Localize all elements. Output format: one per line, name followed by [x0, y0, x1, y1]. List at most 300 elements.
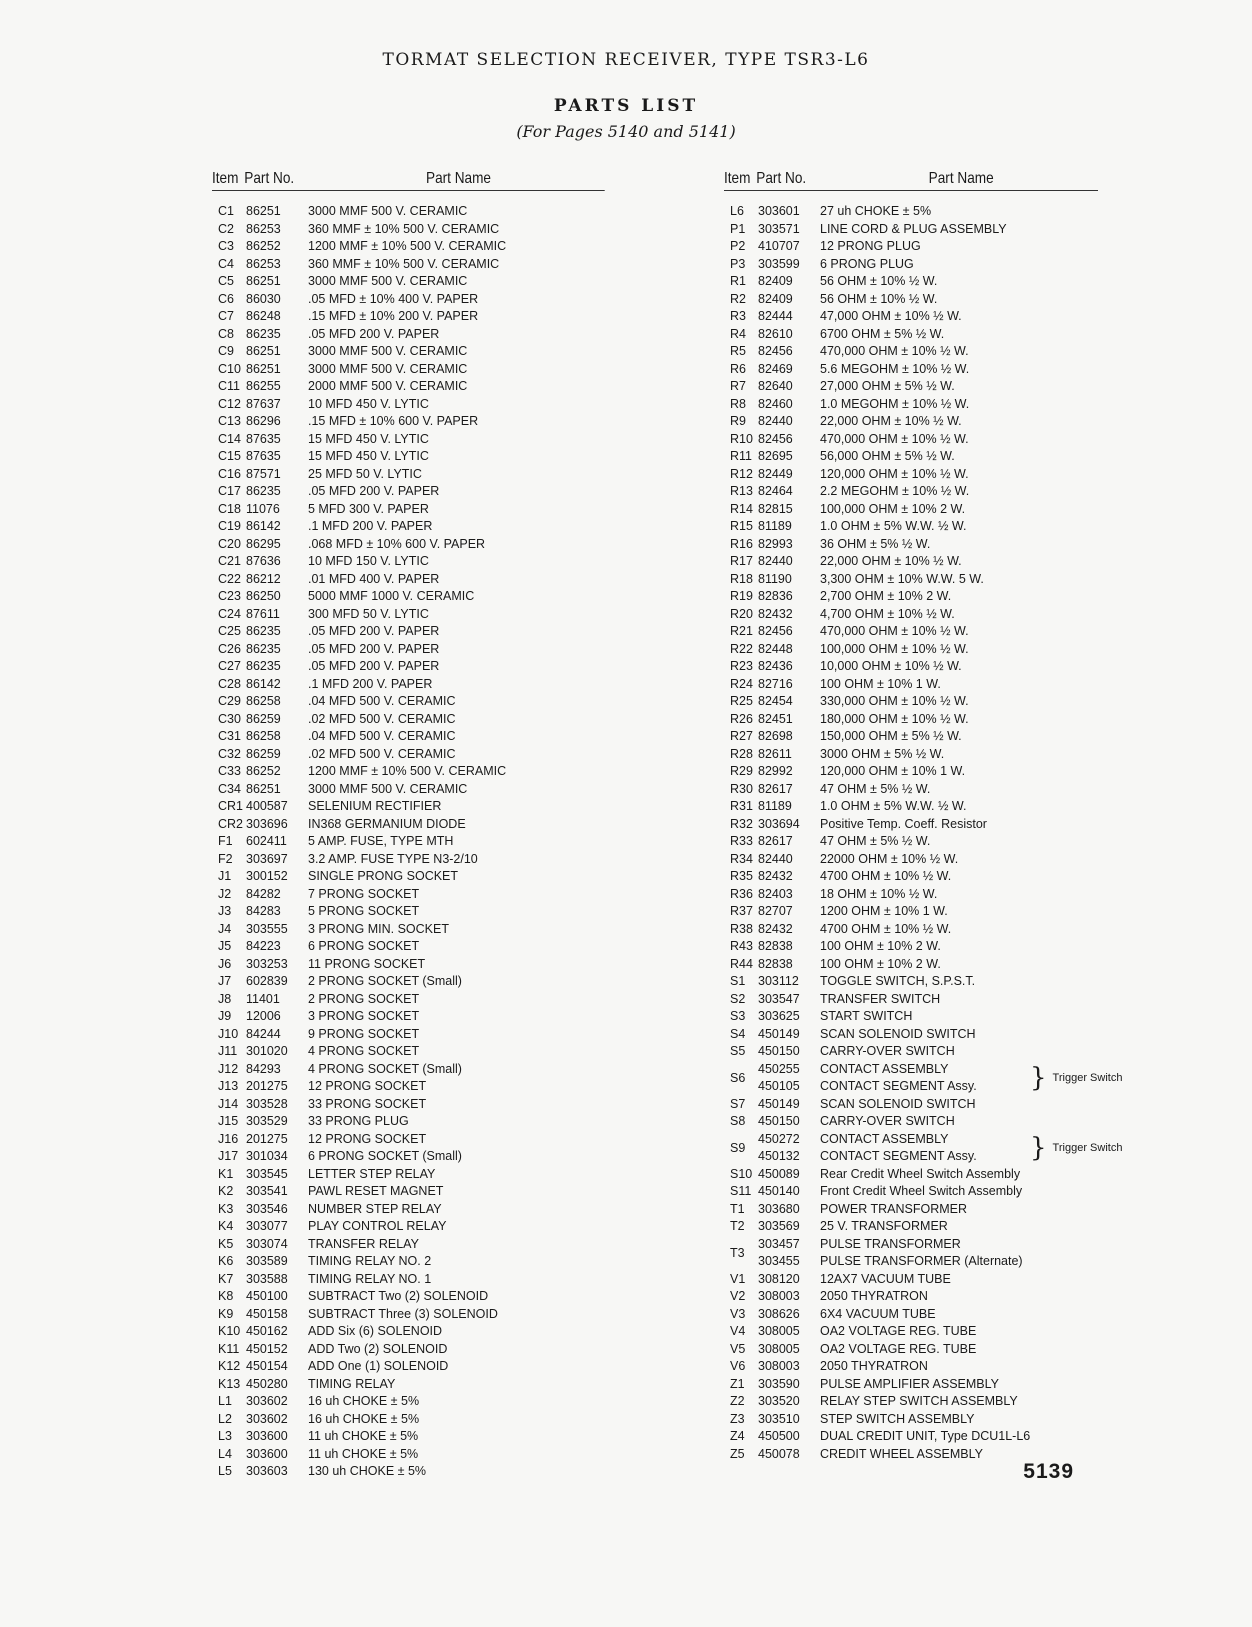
parts-row	[212, 903, 606, 921]
part-name: 1200 OHM ± 10% 1 W.	[820, 904, 948, 918]
part-name: TOGGLE SWITCH, S.P.S.T.	[820, 974, 976, 988]
parts-row	[724, 903, 1100, 921]
part-name: ADD Two (2) SOLENOID	[308, 1341, 448, 1356]
part-name: START SWITCH	[820, 1009, 913, 1023]
item-designator: R12	[730, 466, 753, 481]
part-name: PULSE TRANSFORMER (Alternate)	[820, 1254, 1023, 1268]
parts-row	[724, 1376, 1100, 1394]
parts-row	[212, 1026, 606, 1044]
item-designator: C31	[218, 729, 241, 743]
parts-row	[724, 1271, 1100, 1289]
part-name: NUMBER STEP RELAY	[308, 1201, 442, 1216]
part-number: 303529	[246, 1114, 288, 1128]
part-number-group	[758, 1061, 820, 1096]
parts-row	[724, 763, 1100, 781]
group-label	[1030, 1131, 1123, 1166]
part-name: 10,000 OHM ± 10% ½ W.	[820, 659, 962, 673]
item-designator: P3	[730, 256, 746, 271]
part-name: PULSE TRANSFORMER	[820, 1236, 961, 1251]
part-name: .1 MFD 200 V. PAPER	[308, 676, 433, 691]
parts-row	[724, 798, 1100, 816]
parts-row	[724, 413, 1100, 431]
part-name: 4 PRONG SOCKET (Small)	[308, 1061, 462, 1076]
column-header-part-name: Part Name	[928, 170, 994, 187]
item-designator: R27	[730, 729, 753, 743]
parts-row	[212, 711, 606, 729]
item-designator: S5	[730, 1044, 746, 1058]
part-name-group	[820, 1061, 1123, 1096]
item-designator: R17	[730, 554, 753, 568]
part-name: 3000 MMF 500 V. CERAMIC	[308, 781, 468, 796]
part-name: 470,000 OHM ± 10% ½ W.	[820, 624, 969, 638]
parts-row	[724, 1061, 1123, 1096]
part-name: 11 uh CHOKE ± 5%	[308, 1429, 419, 1443]
parts-row	[212, 921, 606, 939]
item-designator: C26	[218, 641, 241, 656]
part-name: LINE CORD & PLUG ASSEMBLY	[820, 221, 1007, 236]
parts-row	[724, 1306, 1100, 1324]
part-number: 82456	[758, 624, 793, 638]
column-header	[212, 164, 605, 191]
part-name: CONTACT SEGMENT Assy.	[820, 1149, 977, 1163]
parts-row	[212, 1166, 606, 1184]
item-designator: J4	[218, 921, 232, 936]
part-number: 450078	[758, 1446, 800, 1461]
parts-row	[212, 956, 606, 974]
part-name: 10 MFD 150 V. LYTIC	[308, 554, 429, 568]
part-name: 3000 MMF 500 V. CERAMIC	[308, 274, 468, 288]
part-number: 82611	[758, 746, 792, 761]
part-number: 82836	[758, 589, 793, 603]
part-number: 82432	[758, 606, 793, 621]
part-name: .01 MFD 400 V. PAPER	[308, 571, 440, 586]
item-designator: J2	[218, 886, 232, 901]
part-number: 82454	[758, 694, 793, 708]
item-designator: S2	[730, 991, 746, 1006]
part-number: 82432	[758, 869, 793, 883]
part-number: 602411	[246, 834, 287, 848]
item-designator: K7	[218, 1271, 234, 1286]
parts-row	[212, 728, 606, 746]
part-number: 81189	[758, 519, 792, 533]
part-number: 82440	[758, 414, 793, 428]
part-number: 82449	[758, 466, 793, 481]
parts-row	[724, 483, 1100, 501]
part-number: 86235	[246, 326, 281, 341]
part-name: 1200 MMF ± 10% 500 V. CERAMIC	[308, 239, 507, 253]
part-number: 82451	[758, 711, 793, 726]
part-name: 330,000 OHM ± 10% ½ W.	[820, 694, 969, 708]
part-number: 303590	[758, 1376, 800, 1391]
item-designator: J6	[218, 956, 232, 971]
item-designator: C22	[218, 571, 241, 586]
parts-row	[212, 396, 606, 414]
part-number: 303602	[246, 1394, 288, 1408]
part-name: 4,700 OHM ± 10% ½ W.	[820, 606, 955, 621]
parts-row	[724, 623, 1100, 641]
part-name: STEP SWITCH ASSEMBLY	[820, 1411, 975, 1426]
parts-row	[724, 536, 1100, 554]
part-number: 450272	[758, 1131, 800, 1146]
part-number: 303546	[246, 1201, 288, 1216]
part-number: 82698	[758, 729, 793, 743]
parts-row	[724, 1218, 1100, 1236]
parts-row	[724, 1131, 1123, 1166]
page-number: 5139	[1023, 1460, 1074, 1483]
parts-row	[212, 1358, 606, 1376]
parts-row	[212, 1201, 606, 1219]
part-number: 303457	[758, 1236, 800, 1251]
part-number: 308005	[758, 1341, 800, 1356]
part-name: 1200 MMF ± 10% 500 V. CERAMIC	[308, 764, 507, 778]
item-designator: R2	[730, 291, 746, 306]
part-number: 86253	[246, 256, 281, 271]
item-designator: C24	[218, 606, 241, 621]
item-designator: L3	[218, 1429, 232, 1443]
parts-row	[724, 1026, 1100, 1044]
part-number: 303694	[758, 816, 800, 831]
parts-row	[212, 1446, 606, 1464]
part-name: 3,300 OHM ± 10% W.W. 5 W.	[820, 571, 984, 586]
item-designator: C9	[218, 344, 234, 358]
parts-row	[212, 886, 606, 904]
parts-row	[212, 501, 606, 519]
part-number: 303696	[246, 816, 288, 831]
part-name: 100 OHM ± 10% 2 W.	[820, 956, 941, 971]
item-designator: R31	[730, 799, 753, 813]
item-designator: R6	[730, 361, 746, 376]
part-number: 303545	[246, 1166, 288, 1181]
item-designator: J15	[218, 1114, 239, 1128]
item-designator: C4	[218, 256, 234, 271]
part-name: 2000 MMF 500 V. CERAMIC	[308, 379, 468, 393]
part-number: 308626	[758, 1306, 800, 1321]
part-number: 450150	[758, 1044, 800, 1058]
part-number: 87635	[246, 431, 281, 446]
item-designator: S4	[730, 1026, 746, 1041]
item-designator: L5	[218, 1464, 232, 1478]
part-name-group	[820, 1236, 1100, 1271]
parts-row	[724, 221, 1100, 239]
parts-row	[724, 833, 1100, 851]
part-name: .02 MFD 500 V. CERAMIC	[308, 711, 456, 726]
parts-row	[212, 1043, 606, 1061]
parts-row	[212, 676, 606, 694]
part-number: 450280	[246, 1376, 288, 1391]
item-designator: CR1	[218, 799, 244, 813]
part-number: 450140	[758, 1184, 800, 1198]
part-number: 86248	[246, 309, 281, 323]
part-number: 11401	[246, 991, 280, 1006]
part-name: TIMING RELAY NO. 1	[308, 1271, 432, 1286]
part-number: 86212	[246, 571, 281, 586]
part-number: 86142	[246, 519, 281, 533]
parts-row	[724, 553, 1100, 571]
parts-row	[212, 1253, 606, 1271]
parts-row	[212, 1096, 606, 1114]
group-label-text: Trigger Switch	[1052, 1141, 1123, 1154]
part-name: 470,000 OHM ± 10% ½ W.	[820, 344, 969, 358]
part-name: 27,000 OHM ± 5% ½ W.	[820, 379, 955, 393]
part-name: PULSE AMPLIFIER ASSEMBLY	[820, 1376, 1000, 1391]
part-name: 5000 MMF 1000 V. CERAMIC	[308, 589, 475, 603]
item-designator: C11	[218, 379, 241, 393]
parts-list-heading: PARTS LIST	[553, 96, 699, 116]
column-header-item: Item	[724, 170, 751, 187]
item-designator: R43	[730, 939, 753, 953]
part-name: 10 MFD 450 V. LYTIC	[308, 396, 429, 411]
part-number: 308003	[758, 1359, 800, 1373]
item-designator: T1	[730, 1201, 745, 1216]
part-name: CONTACT ASSEMBLY	[820, 1131, 949, 1146]
item-designator: R37	[730, 904, 753, 918]
part-number: 81190	[758, 571, 792, 586]
parts-row	[724, 868, 1100, 886]
parts-row	[724, 693, 1100, 711]
parts-row	[724, 641, 1100, 659]
group-label-text: Trigger Switch	[1052, 1071, 1123, 1084]
item-designator: R20	[730, 606, 753, 621]
part-name: 300 MFD 50 V. LYTIC	[308, 606, 429, 621]
part-number: 86253	[246, 221, 281, 236]
part-name: 25 V. TRANSFORMER	[820, 1219, 948, 1233]
part-number: 82716	[758, 676, 793, 691]
column-header-item: Item	[212, 170, 239, 187]
parts-row	[724, 1393, 1100, 1411]
item-designator: J16	[218, 1131, 239, 1146]
parts-row	[724, 1113, 1100, 1131]
parts-row	[724, 938, 1100, 956]
item-designator: J11	[218, 1044, 238, 1058]
item-designator: R18	[730, 571, 753, 586]
item-designator: CR2	[218, 816, 244, 831]
part-number: 82610	[758, 326, 793, 341]
part-number: 86235	[246, 484, 281, 498]
part-name: SCAN SOLENOID SWITCH	[820, 1096, 976, 1111]
parts-row	[212, 203, 606, 221]
part-number: 86258	[246, 694, 281, 708]
item-designator: R15	[730, 519, 753, 533]
part-number: 303602	[246, 1411, 288, 1426]
item-designator: K11	[218, 1341, 240, 1356]
part-name: 6X4 VACUUM TUBE	[820, 1306, 936, 1321]
item-designator: R9	[730, 414, 746, 428]
part-number: 82440	[758, 554, 793, 568]
part-number: 308003	[758, 1289, 800, 1303]
parts-row	[724, 711, 1100, 729]
parts-row	[724, 781, 1100, 799]
item-designator: S1	[730, 974, 746, 988]
column-header	[724, 164, 1098, 191]
parts-row	[724, 921, 1100, 939]
parts-row	[212, 1078, 606, 1096]
item-designator: C33	[218, 764, 241, 778]
part-name: TRANSFER SWITCH	[820, 991, 941, 1006]
column-header-part-name: Part Name	[426, 170, 491, 187]
parts-row	[212, 1271, 606, 1289]
part-name: 470,000 OHM ± 10% ½ W.	[820, 431, 969, 446]
item-designator: S10	[730, 1166, 753, 1181]
parts-row	[724, 1411, 1100, 1429]
part-name: 12AX7 VACUUM TUBE	[820, 1271, 951, 1286]
item-designator: S8	[730, 1114, 746, 1128]
item-designator: Z3	[730, 1411, 745, 1426]
part-name: 5 AMP. FUSE, TYPE MTH	[308, 834, 454, 848]
part-name: 1.0 MEGOHM ± 10% ½ W.	[820, 396, 970, 411]
part-number-group	[758, 1236, 820, 1271]
part-name: 33 PRONG PLUG	[308, 1114, 409, 1128]
part-name: 120,000 OHM ± 10% 1 W.	[820, 764, 966, 778]
item-designator: S11	[730, 1184, 752, 1198]
part-name: 11 PRONG SOCKET	[308, 956, 426, 971]
item-designator: K5	[218, 1236, 234, 1251]
item-designator: V6	[730, 1359, 746, 1373]
part-number: 11076	[246, 501, 280, 516]
part-name: OA2 VOLTAGE REG. TUBE	[820, 1341, 977, 1356]
parts-row	[724, 1341, 1100, 1359]
part-name: 12 PRONG PLUG	[820, 239, 921, 253]
part-number: 87636	[246, 554, 281, 568]
parts-row	[724, 1096, 1100, 1114]
part-number: 303588	[246, 1271, 288, 1286]
item-designator: K13	[218, 1376, 241, 1391]
part-name: .1 MFD 200 V. PAPER	[308, 519, 433, 533]
parts-row	[724, 851, 1100, 869]
part-name: ADD Six (6) SOLENOID	[308, 1324, 443, 1338]
part-number: 410707	[758, 239, 800, 253]
parts-row	[212, 1008, 606, 1026]
part-number: 602839	[246, 974, 288, 988]
item-designator: J1	[218, 869, 232, 883]
part-name: IN368 GERMANIUM DIODE	[308, 816, 466, 831]
part-number: 450500	[758, 1429, 800, 1443]
part-number: 303697	[246, 851, 288, 866]
part-number: 82640	[758, 379, 793, 393]
item-designator: C5	[218, 274, 234, 288]
part-number: 82707	[758, 904, 793, 918]
item-designator: K6	[218, 1254, 234, 1268]
part-number: 82436	[758, 659, 793, 673]
part-number: 86030	[246, 291, 281, 306]
part-name: 11 uh CHOKE ± 5%	[308, 1446, 419, 1461]
parts-row	[724, 501, 1100, 519]
part-number: 82469	[758, 361, 793, 376]
parts-row	[212, 361, 606, 379]
item-designator: Z2	[730, 1394, 745, 1408]
part-number: 450149	[758, 1096, 800, 1111]
part-number: 86252	[246, 764, 281, 778]
parts-row	[212, 1131, 606, 1149]
item-designator: S9	[730, 1140, 746, 1155]
part-name: 180,000 OHM ± 10% ½ W.	[820, 711, 969, 726]
part-number: 82695	[758, 449, 793, 463]
parts-row	[212, 273, 606, 291]
parts-rows-left	[212, 203, 606, 1481]
part-name: 47 OHM ± 5% ½ W.	[820, 781, 931, 796]
item-designator: Z5	[730, 1446, 745, 1461]
part-number: 450154	[246, 1359, 288, 1373]
part-number: 303571	[758, 221, 800, 236]
part-number: 303599	[758, 256, 800, 271]
part-name: 2.2 MEGOHM ± 10% ½ W.	[820, 484, 970, 498]
item-designator: C34	[218, 781, 241, 796]
parts-row	[212, 816, 606, 834]
item-designator: R4	[730, 326, 746, 341]
brace-icon: }	[1030, 1132, 1047, 1163]
item-designator: R23	[730, 659, 753, 673]
part-number: 303569	[758, 1219, 800, 1233]
part-number: 82992	[758, 764, 793, 778]
parts-row	[212, 1463, 606, 1481]
part-number: 82444	[758, 309, 793, 323]
part-number: 450158	[246, 1306, 288, 1321]
part-number: 86251	[246, 344, 281, 358]
part-number: 86235	[246, 659, 281, 673]
part-number: 84282	[246, 886, 281, 901]
parts-row	[212, 588, 606, 606]
part-name: 360 MMF ± 10% 500 V. CERAMIC	[308, 256, 500, 271]
part-name: 150,000 OHM ± 5% ½ W.	[820, 729, 962, 743]
part-number: 86142	[246, 676, 281, 691]
parts-row	[212, 693, 606, 711]
parts-row	[212, 763, 606, 781]
part-name: PAWL RESET MAGNET	[308, 1184, 444, 1198]
part-name: 15 MFD 450 V. LYTIC	[308, 431, 429, 446]
part-number: 450105	[758, 1079, 800, 1093]
parts-row	[724, 676, 1100, 694]
parts-row	[212, 343, 606, 361]
part-number: 450149	[758, 1026, 800, 1041]
item-designator: S6	[730, 1070, 746, 1085]
item-designator: C21	[218, 554, 241, 568]
part-name: SUBTRACT Two (2) SOLENOID	[308, 1289, 489, 1303]
part-number: 450152	[246, 1341, 288, 1356]
part-number: 303077	[246, 1219, 288, 1233]
part-number: 86252	[246, 239, 281, 253]
part-number: 308120	[758, 1271, 800, 1286]
part-name: 3.2 AMP. FUSE TYPE N3-2/10	[308, 851, 478, 866]
item-designator: F2	[218, 851, 233, 866]
item-designator: P1	[730, 221, 746, 236]
item-designator: C19	[218, 519, 241, 533]
parts-row	[724, 1166, 1100, 1184]
part-name: SINGLE PRONG SOCKET	[308, 869, 459, 883]
item-designator: C32	[218, 746, 241, 761]
part-name: TRANSFER RELAY	[308, 1236, 419, 1251]
part-name: 22,000 OHM ± 10% ½ W.	[820, 414, 962, 428]
part-number: 86235	[246, 624, 281, 638]
item-designator: V4	[730, 1324, 746, 1338]
item-designator: C27	[218, 659, 241, 673]
item-designator: K10	[218, 1324, 241, 1338]
parts-row	[212, 1236, 606, 1254]
parts-row	[212, 553, 606, 571]
part-name: LETTER STEP RELAY	[308, 1166, 436, 1181]
item-designator: J9	[218, 1009, 232, 1023]
part-number: 82838	[758, 939, 793, 953]
part-number: 82432	[758, 921, 793, 936]
part-name: Positive Temp. Coeff. Resistor	[820, 816, 987, 831]
part-number: 86251	[246, 274, 281, 288]
item-designator: C25	[218, 624, 241, 638]
parts-row	[212, 938, 606, 956]
item-designator: R38	[730, 921, 753, 936]
item-designator: L4	[218, 1446, 232, 1461]
part-number: 201275	[246, 1079, 288, 1093]
part-number: 303555	[246, 921, 288, 936]
item-designator: C20	[218, 536, 241, 551]
part-name: .05 MFD 200 V. PAPER	[308, 659, 440, 673]
